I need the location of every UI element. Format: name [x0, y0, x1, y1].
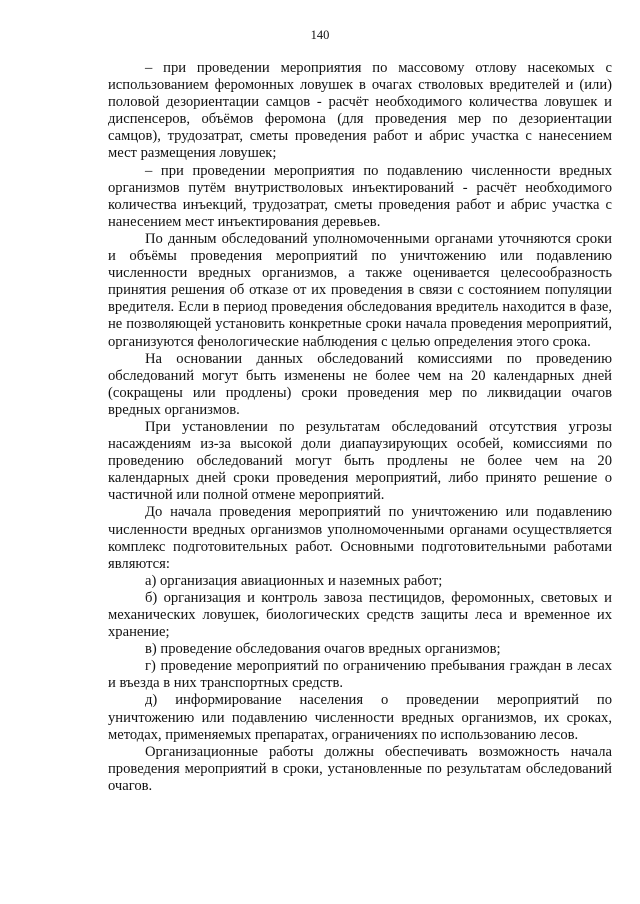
- document-body: [108, 60, 612, 795]
- list-item-g: г) проведение мероприятий по ограничению пребывания граждан в лесах и въезда в них транспортных средств.: [108, 658, 612, 692]
- list-item-pheromone-traps: – при проведении мероприятия по массовому отлову насекомых с использованием феромонных ловушек в очагах стволовых вредителей и (или) половой дезориентации самцов - расчёт необходимого количества ловушек и диспенсеров, объёмов феромона (для проведения мер по дезориентации самцов), трудозатрат, сметы проведения работ и абрис участка с нанесением мест размещения ловушек;: [108, 60, 612, 162]
- list-item-a: а) организация авиационных и наземных работ;: [145, 572, 443, 589]
- paragraph-survey-data: По данным обследований уполномоченными органами уточняются сроки и объёмы проведения мероприятий по уничтожению или подавлению численности вредных организмов, а также оценивается целесообразность принятия решения об отказе от их проведения в связи с состоянием популяции вредителя. Если в период проведения обследования вредитель находится в фазе, не позволяющей установить конкретные сроки начала проведения мероприятий, организуются фенологические наблюдения с целью определения этого срока.: [108, 230, 612, 350]
- list-item-b: б) организация и контроль завоза пестицидов, феромонных, световых и механических ловушек, биологических средств защиты леса и временное их хранение;: [108, 589, 612, 641]
- list-item-trunk-injections: – при проведении мероприятия по подавлению численности вредных организмов путём внутристволовых инъектирований - расчёт необходимого количества инъекций, трудозатрат, сметы проведения работ и абрис участка с нанесением мест инъектирования деревьев.: [108, 162, 612, 230]
- list-item-d: д) информирование населения о проведении мероприятий по уничтожению или подавлению численности вредных организмов, их сроках, методах, применяемых препаратах, ограничениях по использованию лесов.: [108, 692, 612, 743]
- paragraph-diapause-extension: При установлении по результатам обследований отсутствия угрозы насаждениям из-за высокой доли диапаузирующих особей, комиссиями по проведению обследований могут быть продлены не более чем на 20 календарных дней сроки проведения мероприятий, либо принято решение о частичной или полной отмене мероприятий.: [108, 418, 612, 504]
- paragraph-preparatory-works: До начала проведения мероприятий по уничтожению или подавлению численности вредных организмов уполномоченными органами осуществляется комплекс подготовительных работ. Основными подготовительными работами являются:: [108, 504, 612, 572]
- paragraph-commission-changes: На основании данных обследований комиссиями по проведению обследований могут быть изменены не более чем на 20 календарных дней (сокращены или продлены) сроки проведения мер по ликвидации очагов вредных организмов.: [108, 350, 612, 418]
- paragraph-organizational-works: Организационные работы должны обеспечивать возможность начала проведения мероприятий в сроки, установленные по результатам обследований очагов.: [108, 743, 612, 794]
- list-item-v: в) проведение обследования очагов вредных организмов;: [145, 641, 501, 658]
- page-number: 140: [310, 28, 330, 42]
